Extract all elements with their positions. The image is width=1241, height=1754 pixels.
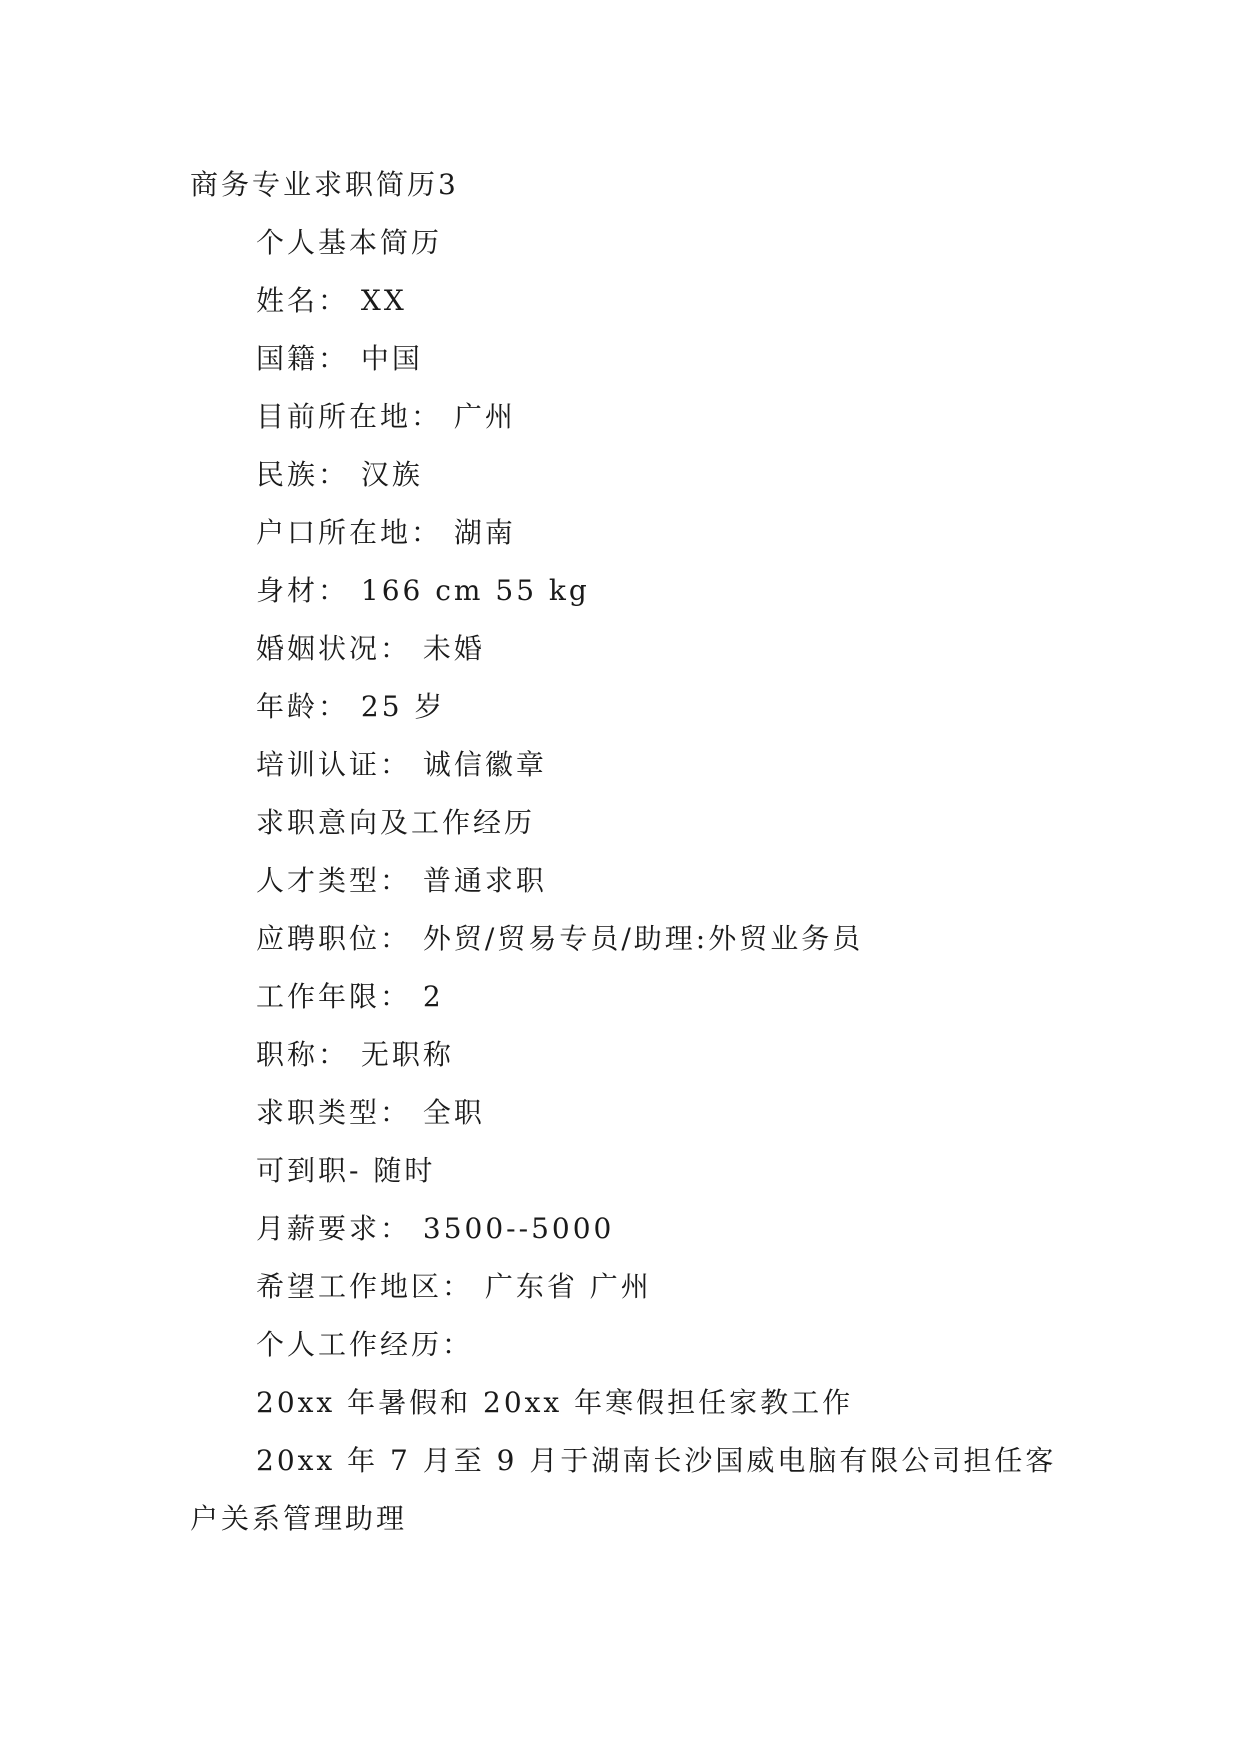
document-title: 商务专业求职简历3 xyxy=(190,168,459,201)
field-talent-type: 人才类型： 普通求职 xyxy=(256,864,547,897)
field-nationality: 国籍： 中国 xyxy=(256,342,423,375)
field-position: 应聘职位： 外贸/贸易专员/助理:外贸业务员 xyxy=(256,922,864,955)
field-availability: 可到职- 随时 xyxy=(256,1154,436,1187)
field-preferred-area: 希望工作地区： 广东省 广州 xyxy=(256,1270,652,1303)
field-body: 身材： 166 cm 55 kg xyxy=(256,574,590,607)
section-heading-job-intent: 求职意向及工作经历 xyxy=(256,806,536,839)
work-history-item-2: 20xx 年 7 月至 9 月于湖南长沙国威电脑有限公司担任客 xyxy=(256,1444,1057,1477)
field-job-type: 求职类型： 全职 xyxy=(256,1096,485,1129)
work-history-item-2-continuation: 户关系管理助理 xyxy=(190,1502,408,1535)
section-heading-work-history: 个人工作经历： xyxy=(256,1328,474,1361)
section-heading-basic-info: 个人基本简历 xyxy=(256,226,443,259)
field-job-title: 职称： 无职称 xyxy=(256,1038,454,1071)
field-marital-status: 婚姻状况： 未婚 xyxy=(256,632,485,665)
field-current-location: 目前所在地： 广州 xyxy=(256,400,516,433)
field-hukou-location: 户口所在地： 湖南 xyxy=(256,516,516,549)
field-work-years: 工作年限： 2 xyxy=(256,980,444,1013)
work-history-item-1: 20xx 年暑假和 20xx 年寒假担任家教工作 xyxy=(256,1386,854,1419)
field-certification: 培训认证： 诚信徽章 xyxy=(256,748,547,781)
field-name: 姓名： XX xyxy=(256,284,407,317)
field-salary: 月薪要求： 3500--5000 xyxy=(256,1212,615,1245)
field-age: 年龄： 25 岁 xyxy=(256,690,446,723)
field-ethnicity: 民族： 汉族 xyxy=(256,458,423,491)
